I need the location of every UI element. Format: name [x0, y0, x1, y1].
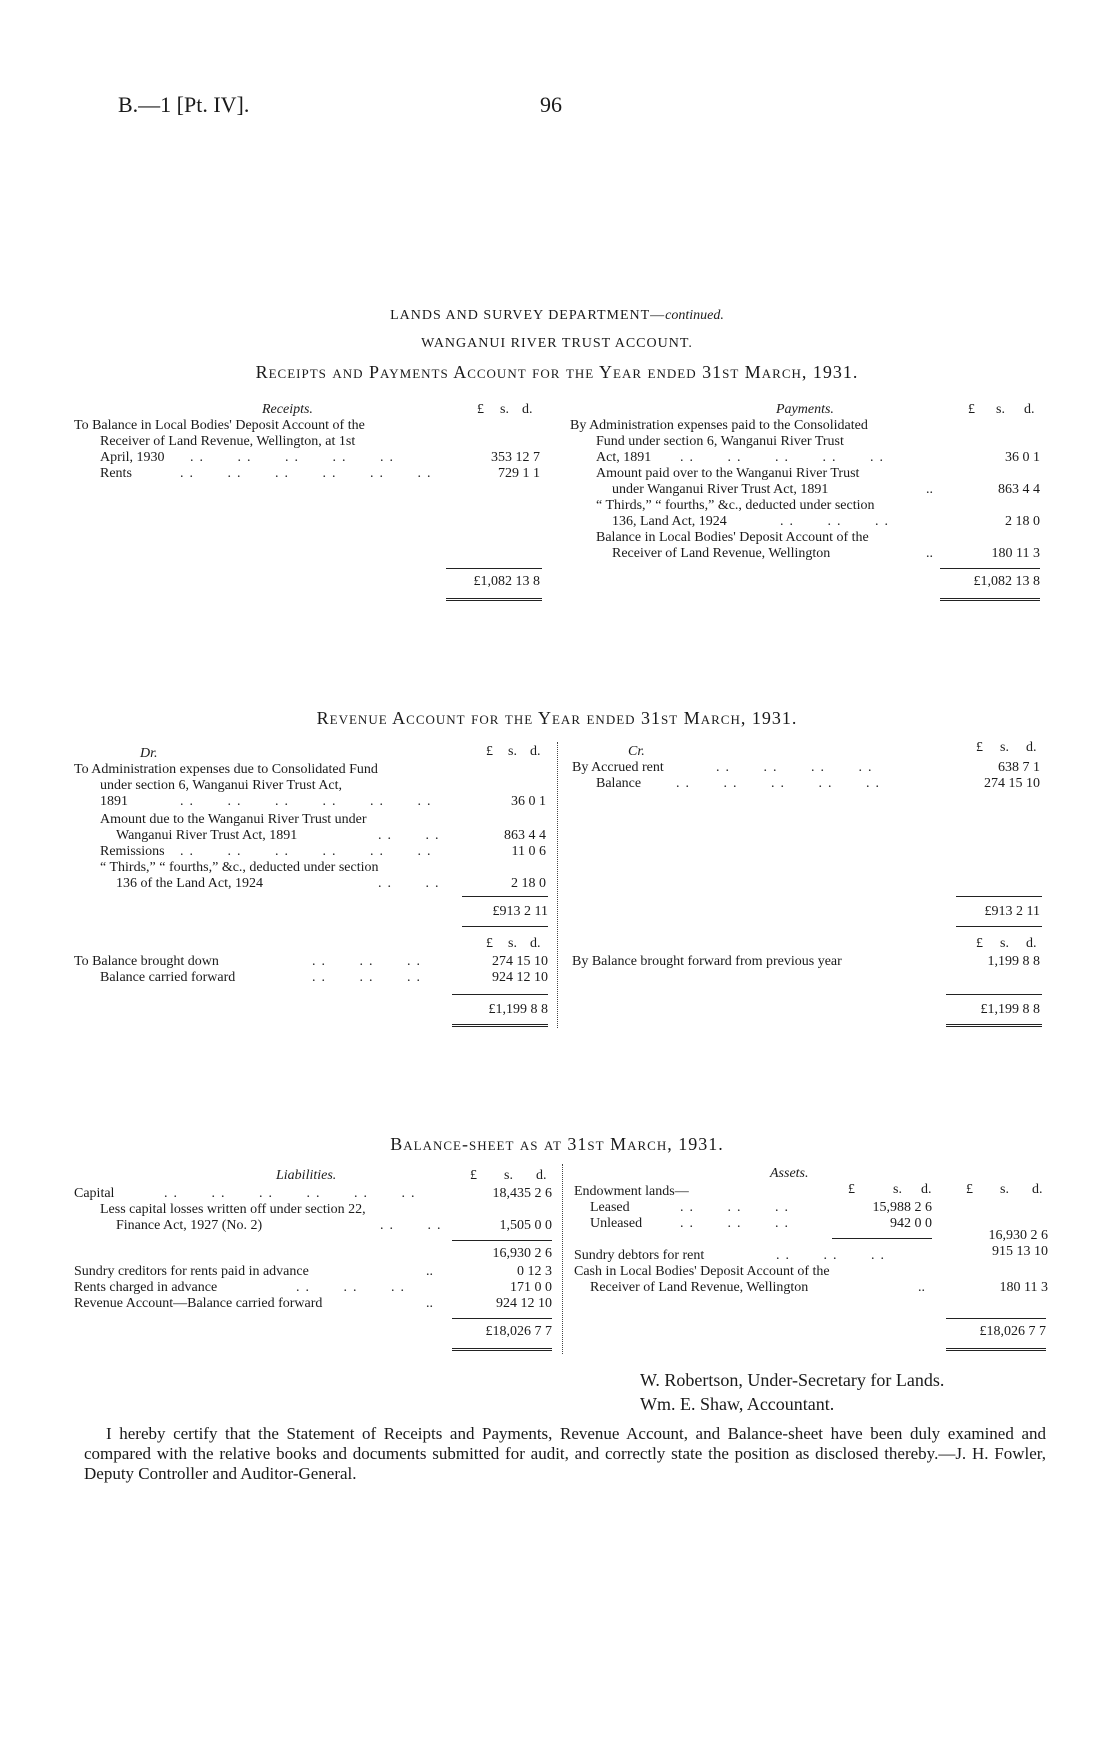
pound-col-head: £	[477, 402, 484, 417]
signature-accountant: Wm. E. Shaw, Accountant.	[640, 1394, 835, 1414]
column-divider	[562, 1164, 563, 1354]
debit-line: Wanganui River Trust Act, 1891	[116, 828, 298, 843]
receipt-line: Rents	[100, 466, 132, 481]
pound-col-head: £	[848, 1182, 855, 1197]
debit-line: Remissions	[100, 844, 165, 859]
amount: 1,505 0 0	[499, 1218, 552, 1233]
rule	[452, 994, 548, 995]
leader-dots: .. .. ..	[296, 1280, 410, 1295]
shilling-col-head: s.	[1000, 1182, 1009, 1197]
revenue-title: Revenue Account for the Year ended 31st March, 1931.	[316, 708, 798, 728]
pence-col-head: d.	[1026, 740, 1037, 755]
rule	[462, 926, 548, 927]
total: £1,082 13 8	[973, 574, 1040, 589]
pence-col-head: d.	[530, 936, 541, 951]
amount: 2 18 0	[511, 876, 546, 891]
double-rule	[946, 1024, 1042, 1027]
shilling-col-head: s.	[996, 402, 1005, 417]
shilling-col-head: s.	[508, 936, 517, 951]
liability-line: Rents charged in advance	[74, 1280, 218, 1295]
amount: 638 7 1	[998, 760, 1040, 775]
debit-line: 136 of the Land Act, 1924	[116, 876, 263, 891]
shilling-col-head: s.	[504, 1168, 513, 1183]
leader-dots: .. .. .. .. .. ..	[180, 794, 437, 809]
subtotal: 16,930 2 6	[988, 1228, 1048, 1243]
leader-dots: .. .. .. .. .. ..	[164, 1186, 421, 1201]
amount: 353 12 7	[491, 450, 540, 465]
total: £913 2 11	[984, 904, 1040, 919]
credit-line: By Accrued rent	[572, 760, 664, 775]
leader-dots: .. .. .. .. ..	[680, 450, 889, 465]
leader-dots: .. ..	[378, 876, 445, 891]
amount: 171 0 0	[510, 1280, 552, 1295]
liabilities-heading: Liabilities.	[276, 1168, 337, 1183]
payment-line: 136, Land Act, 1924	[612, 514, 727, 529]
pound-col-head: £	[486, 744, 493, 759]
page-number: 96	[540, 92, 562, 117]
pence-col-head: d.	[530, 744, 541, 759]
pence-col-head: d.	[522, 402, 533, 417]
pound-col-head: £	[968, 402, 975, 417]
payment-line: “ Thirds,” “ fourths,” &c., deducted under section	[596, 498, 875, 513]
asset-line: Endowment lands—	[574, 1184, 689, 1199]
leader-dots: .. .. ..	[780, 514, 894, 529]
leader-dots: .. ..	[380, 1218, 447, 1233]
amount: 11 0 6	[511, 844, 546, 859]
double-rule	[452, 1024, 548, 1027]
debit-line: “ Thirds,” “ fourths,” &c., deducted under section	[100, 860, 379, 875]
payments-heading: Payments.	[776, 402, 834, 417]
asset-line: Cash in Local Bodies' Deposit Account of the	[574, 1264, 830, 1279]
debit-heading: Dr.	[140, 746, 158, 761]
shilling-col-head: s.	[500, 402, 509, 417]
amount: 942 0 0	[890, 1216, 932, 1231]
leader-dots: ..	[918, 1280, 925, 1295]
liability-line: Less capital losses written off under section 22,	[100, 1202, 366, 1217]
leader-dots: .. .. .. .. .. ..	[180, 844, 437, 859]
leader-dots: .. .. ..	[312, 970, 426, 985]
leader-dots: ..	[926, 546, 933, 561]
rule	[832, 1238, 932, 1239]
shilling-col-head: s.	[508, 744, 517, 759]
amount: 36 0 1	[1005, 450, 1040, 465]
asset-line: Leased	[590, 1200, 630, 1215]
liability-line: Revenue Account—Balance carried forward	[74, 1296, 323, 1311]
double-rule	[446, 598, 542, 601]
payment-line: under Wanganui River Trust Act, 1891	[612, 482, 829, 497]
rule	[956, 896, 1042, 897]
liability-line: Sundry creditors for rents paid in advance	[74, 1264, 309, 1279]
receipt-line: Receiver of Land Revenue, Wellington, at 1st	[100, 434, 356, 449]
asset-line: Receiver of Land Revenue, Wellington	[590, 1280, 809, 1295]
amount: 2 18 0	[1005, 514, 1040, 529]
debit-line: Amount due to the Wanganui River Trust under	[100, 812, 367, 827]
rule	[446, 568, 542, 569]
pence-col-head: d.	[921, 1182, 932, 1197]
pence-col-head: d.	[536, 1168, 547, 1183]
amount: 180 11 3	[991, 546, 1040, 561]
leader-dots: .. .. ..	[680, 1200, 794, 1215]
leader-dots: ..	[426, 1296, 433, 1311]
liability-line: Finance Act, 1927 (No. 2)	[116, 1218, 263, 1233]
page-reference: B.—1 [Pt. IV].	[118, 92, 250, 117]
leader-dots: .. .. ..	[776, 1248, 890, 1263]
leader-dots: .. .. .. .. ..	[676, 776, 885, 791]
amount: 915 13 10	[992, 1244, 1048, 1259]
rule	[462, 896, 548, 897]
receipt-line: To Balance in Local Bodies' Deposit Account of the	[74, 418, 365, 433]
shilling-col-head: s.	[1000, 936, 1009, 951]
amount: 274 15 10	[984, 776, 1040, 791]
amount: 729 1 1	[498, 466, 540, 481]
payment-line: Act, 1891	[596, 450, 652, 465]
amount: 863 4 4	[504, 828, 546, 843]
double-rule	[452, 1348, 552, 1351]
audit-certificate: I hereby certify that the Statement of Receipts and Payments, Revenue Account, and Balance-sheet have been duly examined and compared with the relative books and documents submitted for audit, and correctly state the position as disclosed thereby.—J. H. Fowler, Deputy Controller and Auditor-General.	[84, 1424, 1046, 1483]
total: £1,082 13 8	[473, 574, 540, 589]
double-rule	[940, 598, 1040, 601]
pence-col-head: d.	[1026, 936, 1037, 951]
payment-line: Amount paid over to the Wanganui River Trust	[596, 466, 860, 481]
credit-heading: Cr.	[628, 744, 645, 759]
receipts-payments-title: Receipts and Payments Account for the Year ended 31st March, 1931.	[255, 362, 859, 382]
column-divider	[557, 742, 558, 1028]
payment-line: Balance in Local Bodies' Deposit Account of the	[596, 530, 869, 545]
balance-sheet-title: Balance-sheet as at 31st March, 1931.	[390, 1134, 724, 1154]
pound-col-head: £	[976, 936, 983, 951]
credit-line: Balance	[596, 776, 642, 791]
debit-line: To Administration expenses due to Consolidated Fund	[74, 762, 378, 777]
leader-dots: .. .. ..	[680, 1216, 794, 1231]
pound-col-head: £	[470, 1168, 477, 1183]
rule	[452, 1318, 552, 1319]
department-title: LANDS AND SURVEY DEPARTMENT—continued.	[390, 308, 724, 323]
total: £1,199 8 8	[488, 1002, 548, 1017]
asset-line: Unleased	[590, 1216, 643, 1231]
subtotal: 16,930 2 6	[492, 1246, 552, 1261]
amount: 863 4 4	[998, 482, 1040, 497]
leader-dots: .. .. ..	[312, 954, 426, 969]
debit-line: To Balance brought down	[74, 954, 219, 969]
amount: 1,199 8 8	[987, 954, 1040, 969]
payment-line: Fund under section 6, Wanganui River Trust	[596, 434, 844, 449]
pence-col-head: d.	[1024, 402, 1035, 417]
shilling-col-head: s.	[1000, 740, 1009, 755]
signature-under-secretary: W. Robertson, Under-Secretary for Lands.	[640, 1370, 945, 1390]
amount: 36 0 1	[511, 794, 546, 809]
leader-dots: .. .. .. .. .. ..	[180, 466, 437, 481]
amount: 15,988 2 6	[872, 1200, 932, 1215]
receipts-heading: Receipts.	[262, 402, 313, 417]
shilling-col-head: s.	[893, 1182, 902, 1197]
credit-line: By Balance brought forward from previous year	[572, 954, 842, 969]
leader-dots: ..	[926, 482, 933, 497]
payment-line: By Administration expenses paid to the Consolidated	[570, 418, 868, 433]
amount: 924 12 10	[496, 1296, 552, 1311]
liability-line: Capital	[74, 1186, 115, 1201]
total: £18,026 7 7	[485, 1324, 552, 1339]
assets-heading: Assets.	[770, 1166, 809, 1181]
pound-col-head: £	[486, 936, 493, 951]
pound-col-head: £	[966, 1182, 973, 1197]
amount: 274 15 10	[492, 954, 548, 969]
debit-line: Balance carried forward	[100, 970, 236, 985]
rule	[940, 568, 1040, 569]
leader-dots: .. .. .. .. ..	[190, 450, 399, 465]
amount: 180 11 3	[999, 1280, 1048, 1295]
leader-dots: ..	[426, 1264, 433, 1279]
pound-col-head: £	[976, 740, 983, 755]
rule	[452, 1240, 552, 1241]
receipt-line: April, 1930	[100, 450, 165, 465]
pence-col-head: d.	[1032, 1182, 1043, 1197]
rule	[946, 1318, 1046, 1319]
leader-dots: .. .. .. ..	[716, 760, 878, 775]
debit-line: 1891	[100, 794, 128, 809]
debit-line: under section 6, Wanganui River Trust Act,	[100, 778, 343, 793]
double-rule	[946, 1348, 1046, 1351]
amount: 0 12 3	[517, 1264, 552, 1279]
payment-line: Receiver of Land Revenue, Wellington	[612, 546, 831, 561]
rule	[946, 994, 1042, 995]
asset-line: Sundry debtors for rent	[574, 1248, 705, 1263]
trust-title: WANGANUI RIVER TRUST ACCOUNT.	[421, 336, 693, 351]
amount: 924 12 10	[492, 970, 548, 985]
amount: 18,435 2 6	[492, 1186, 552, 1201]
rule	[956, 926, 1042, 927]
total: £913 2 11	[492, 904, 548, 919]
leader-dots: .. ..	[378, 828, 445, 843]
total: £1,199 8 8	[980, 1002, 1040, 1017]
total: £18,026 7 7	[979, 1324, 1046, 1339]
